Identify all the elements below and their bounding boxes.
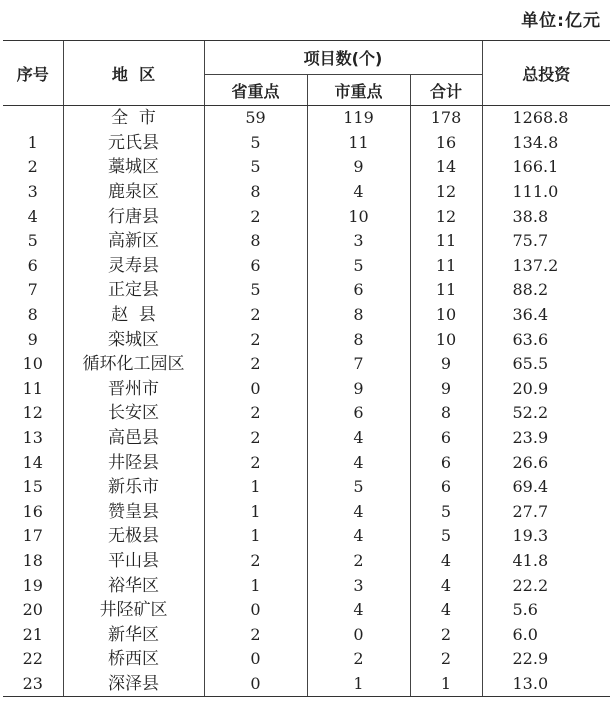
cell-index: 9 xyxy=(27,329,38,349)
cell-total: 16 xyxy=(410,131,482,156)
cell-total: 5 xyxy=(410,524,482,549)
cell-provincial: 2 xyxy=(204,549,307,574)
cell-region: 井陉县 xyxy=(63,450,204,475)
cell-total: 6 xyxy=(410,426,482,451)
cell-investment: 88.2 xyxy=(482,278,610,303)
table-row xyxy=(3,180,610,205)
cell-region: 晋州市 xyxy=(63,377,204,402)
table-row xyxy=(3,647,610,672)
header-total: 合计 xyxy=(410,75,482,106)
cell-investment: 22.9 xyxy=(482,647,610,672)
table-body xyxy=(3,106,610,697)
cell-region: 高邑县 xyxy=(63,426,204,451)
cell-index: 16 xyxy=(22,501,43,521)
cell-index: 21 xyxy=(22,624,43,644)
cell-provincial: 5 xyxy=(204,278,307,303)
cell-total: 11 xyxy=(410,278,482,303)
cell-total: 10 xyxy=(410,303,482,328)
cell-total: 4 xyxy=(410,598,482,623)
cell-investment: 69.4 xyxy=(482,475,610,500)
cell-provincial: 59 xyxy=(204,106,307,131)
cell-total: 2 xyxy=(410,622,482,647)
cell-provincial: 1 xyxy=(204,524,307,549)
cell-provincial: 1 xyxy=(204,573,307,598)
cell-region: 栾城区 xyxy=(63,327,204,352)
table-row xyxy=(3,672,610,697)
cell-provincial: 8 xyxy=(204,180,307,205)
cell-provincial: 2 xyxy=(204,622,307,647)
cell-provincial: 2 xyxy=(204,327,307,352)
cell-region: 正定县 xyxy=(63,278,204,303)
cell-region: 赵 县 xyxy=(63,303,204,328)
cell-municipal: 4 xyxy=(307,598,410,623)
cell-total: 12 xyxy=(410,180,482,205)
cell-region: 藁城区 xyxy=(63,155,204,180)
table-header xyxy=(3,41,610,106)
cell-region: 无极县 xyxy=(63,524,204,549)
cell-index: 22 xyxy=(22,649,43,669)
cell-provincial: 8 xyxy=(204,229,307,254)
cell-provincial: 0 xyxy=(204,647,307,672)
cell-index: 10 xyxy=(22,354,43,374)
cell-region: 循环化工园区 xyxy=(63,352,204,377)
table-row xyxy=(3,549,610,574)
cell-index: 5 xyxy=(27,231,38,251)
table-row xyxy=(3,155,610,180)
project-table xyxy=(3,40,610,697)
cell-index: 19 xyxy=(22,575,43,595)
cell-region: 元氏县 xyxy=(63,131,204,156)
cell-index: 7 xyxy=(27,280,38,300)
cell-index: 6 xyxy=(27,255,38,275)
cell-investment: 1268.8 xyxy=(482,106,610,131)
cell-municipal: 2 xyxy=(307,647,410,672)
cell-region: 行唐县 xyxy=(63,204,204,229)
cell-total: 4 xyxy=(410,549,482,574)
cell-provincial: 6 xyxy=(204,254,307,279)
table-row xyxy=(3,622,610,647)
cell-index: 15 xyxy=(22,477,43,497)
cell-index: 14 xyxy=(22,452,43,472)
cell-region: 井陉矿区 xyxy=(63,598,204,623)
table-row xyxy=(3,229,610,254)
cell-region: 新乐市 xyxy=(63,475,204,500)
cell-total: 9 xyxy=(410,352,482,377)
cell-investment: 36.4 xyxy=(482,303,610,328)
header-index: 序号 xyxy=(3,41,63,106)
cell-municipal: 4 xyxy=(307,500,410,525)
cell-index xyxy=(3,106,63,131)
cell-investment: 38.8 xyxy=(482,204,610,229)
cell-index: 20 xyxy=(22,600,43,620)
cell-provincial: 0 xyxy=(204,598,307,623)
cell-region: 桥西区 xyxy=(63,647,204,672)
cell-investment: 65.5 xyxy=(482,352,610,377)
table-row xyxy=(3,524,610,549)
cell-municipal: 8 xyxy=(307,303,410,328)
unit-label: 单位:亿元 xyxy=(521,11,601,31)
cell-provincial: 2 xyxy=(204,204,307,229)
table-row xyxy=(3,401,610,426)
header-projects: 项目数(个) xyxy=(204,41,482,75)
cell-region: 新华区 xyxy=(63,622,204,647)
cell-investment: 23.9 xyxy=(482,426,610,451)
cell-region: 灵寿县 xyxy=(63,254,204,279)
cell-investment: 20.9 xyxy=(482,377,610,402)
cell-total: 14 xyxy=(410,155,482,180)
table-row xyxy=(3,327,610,352)
cell-provincial: 2 xyxy=(204,450,307,475)
cell-municipal: 6 xyxy=(307,401,410,426)
cell-investment: 63.6 xyxy=(482,327,610,352)
table-row xyxy=(3,500,610,525)
table-row xyxy=(3,106,610,131)
cell-total: 5 xyxy=(410,500,482,525)
cell-municipal: 4 xyxy=(307,450,410,475)
cell-investment: 111.0 xyxy=(482,180,610,205)
table-row xyxy=(3,377,610,402)
cell-provincial: 1 xyxy=(204,475,307,500)
cell-municipal: 8 xyxy=(307,327,410,352)
cell-investment: 13.0 xyxy=(482,672,610,697)
cell-municipal: 5 xyxy=(307,254,410,279)
cell-municipal: 9 xyxy=(307,377,410,402)
cell-region: 高新区 xyxy=(63,229,204,254)
cell-index: 2 xyxy=(27,157,38,177)
cell-municipal: 9 xyxy=(307,155,410,180)
table-row xyxy=(3,598,610,623)
cell-provincial: 2 xyxy=(204,352,307,377)
cell-index: 23 xyxy=(3,672,63,697)
cell-index: 3 xyxy=(27,182,38,202)
cell-total: 6 xyxy=(410,450,482,475)
cell-municipal: 4 xyxy=(307,524,410,549)
cell-municipal: 119 xyxy=(307,106,410,131)
table-row xyxy=(3,131,610,156)
cell-region: 鹿泉区 xyxy=(63,180,204,205)
cell-region: 裕华区 xyxy=(63,573,204,598)
cell-provincial: 5 xyxy=(204,155,307,180)
header-provincial: 省重点 xyxy=(204,75,307,106)
cell-provincial: 5 xyxy=(204,131,307,156)
cell-region: 长安区 xyxy=(63,401,204,426)
cell-municipal: 0 xyxy=(307,622,410,647)
cell-total: 12 xyxy=(410,204,482,229)
cell-index: 18 xyxy=(22,550,43,570)
table-row xyxy=(3,352,610,377)
header-municipal: 市重点 xyxy=(307,75,410,106)
cell-region: 全 市 xyxy=(63,106,204,131)
table-row xyxy=(3,450,610,475)
cell-index: 17 xyxy=(22,526,43,546)
header-region: 地 区 xyxy=(63,41,204,106)
cell-municipal: 7 xyxy=(307,352,410,377)
cell-investment: 22.2 xyxy=(482,573,610,598)
cell-provincial: 1 xyxy=(204,500,307,525)
cell-total: 8 xyxy=(410,401,482,426)
cell-total: 11 xyxy=(410,229,482,254)
cell-total: 4 xyxy=(410,573,482,598)
cell-index: 1 xyxy=(27,132,38,152)
cell-investment: 75.7 xyxy=(482,229,610,254)
cell-municipal: 5 xyxy=(307,475,410,500)
cell-municipal: 3 xyxy=(307,229,410,254)
cell-investment: 27.7 xyxy=(482,500,610,525)
cell-provincial: 0 xyxy=(204,377,307,402)
table-row xyxy=(3,204,610,229)
cell-investment: 26.6 xyxy=(482,450,610,475)
cell-municipal: 11 xyxy=(307,131,410,156)
cell-investment: 137.2 xyxy=(482,254,610,279)
cell-total: 11 xyxy=(410,254,482,279)
cell-investment: 52.2 xyxy=(482,401,610,426)
cell-provincial: 2 xyxy=(204,426,307,451)
cell-municipal: 4 xyxy=(307,180,410,205)
cell-provincial: 0 xyxy=(204,672,307,697)
cell-municipal: 1 xyxy=(307,672,410,697)
cell-municipal: 4 xyxy=(307,426,410,451)
cell-municipal: 10 xyxy=(307,204,410,229)
cell-investment: 19.3 xyxy=(482,524,610,549)
cell-provincial: 2 xyxy=(204,303,307,328)
cell-total: 178 xyxy=(410,106,482,131)
cell-index: 4 xyxy=(27,206,38,226)
cell-region: 平山县 xyxy=(63,549,204,574)
cell-total: 10 xyxy=(410,327,482,352)
cell-provincial: 2 xyxy=(204,401,307,426)
cell-region: 深泽县 xyxy=(63,672,204,697)
header-investment: 总投资 xyxy=(482,41,610,106)
cell-total: 2 xyxy=(410,647,482,672)
cell-total: 9 xyxy=(410,377,482,402)
cell-municipal: 2 xyxy=(307,549,410,574)
table-row xyxy=(3,426,610,451)
table-row xyxy=(3,475,610,500)
cell-investment: 166.1 xyxy=(482,155,610,180)
cell-investment: 41.8 xyxy=(482,549,610,574)
cell-investment: 134.8 xyxy=(482,131,610,156)
table-row xyxy=(3,573,610,598)
cell-index: 8 xyxy=(27,305,38,325)
table-row xyxy=(3,303,610,328)
table-row xyxy=(3,254,610,279)
cell-index: 12 xyxy=(22,403,43,423)
cell-investment: 6.0 xyxy=(482,622,610,647)
cell-total: 6 xyxy=(410,475,482,500)
cell-municipal: 6 xyxy=(307,278,410,303)
cell-total: 1 xyxy=(410,672,482,697)
cell-investment: 5.6 xyxy=(482,598,610,623)
cell-region: 赞皇县 xyxy=(63,500,204,525)
cell-municipal: 3 xyxy=(307,573,410,598)
table-row xyxy=(3,278,610,303)
cell-index: 13 xyxy=(22,428,43,448)
cell-index: 11 xyxy=(22,378,43,398)
